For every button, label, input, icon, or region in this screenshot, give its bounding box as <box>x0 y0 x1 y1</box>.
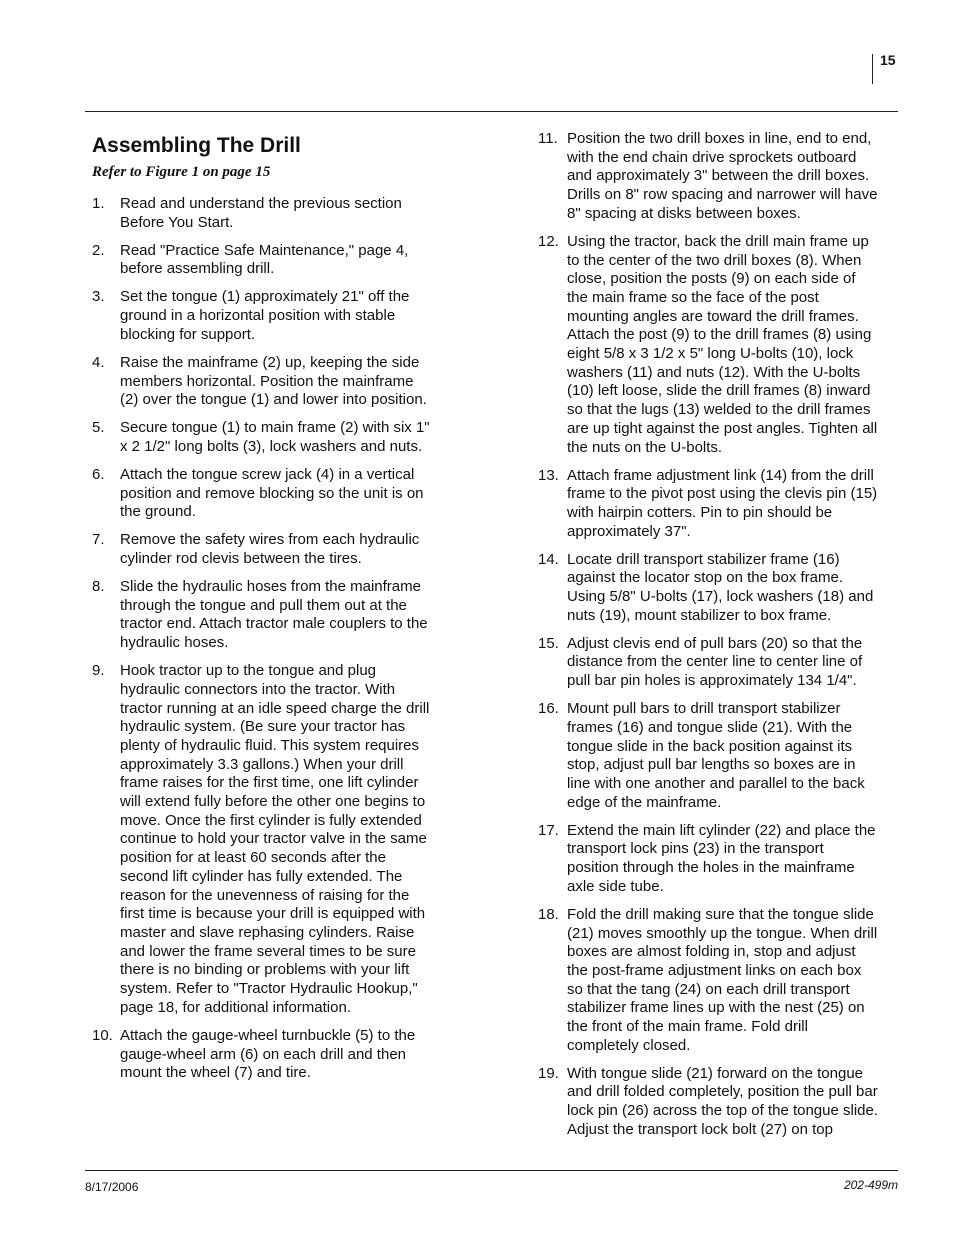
step-text: With tongue slide (21) forward on the tongue and drill folded completely, position the pull bar lock pin (26) across the top of the tongue slide. Adjust the transport lock bolt (27) on top <box>567 1064 879 1138</box>
step-9 <box>92 662 430 1017</box>
step-number: 4. <box>92 353 105 371</box>
step-7 <box>92 531 430 568</box>
footer-doc-number: 202-499m <box>843 1178 898 1192</box>
footer-date: 8/17/2006 <box>85 1180 139 1194</box>
step-text: Raise the mainframe (2) up, keeping the side members horizontal. Position the mainframe (2) over the tongue (1) and lower into position. <box>120 353 427 409</box>
step-number: 18. <box>538 905 559 923</box>
step-text: Using the tractor, back the drill main frame up to the center of the two drill boxes (8). When close, position the posts (9) on each side of the main frame so the face of the post mounting angles are toward the drill frames. Attach the post (9) to the drill frames (8) using eight 5/8 x 3 1/2 x 5" long U-bolts (10), lock washers (11) and nuts (12). With the U-bolts (10) left loose, slide the drill frames (8) inward so that the lugs (13) welded to the drill frames are up tight against the post angles. Tighten all the nuts on the U-bolts. <box>567 232 878 456</box>
step-number: 3. <box>92 288 105 306</box>
figure-reference: Refer to Figure 1 on page 15 <box>92 164 271 180</box>
step-text: Fold the drill making sure that the tongue slide (21) moves smoothly up the tongue. When drill boxes are almost folding in, stop and adjust the post-frame adjustment links on each box so that the tang (24) on each drill transport stabilizer frame lines up with the nest (25) on the front of the main frame. Fold drill completely closed. <box>567 905 878 1054</box>
step-13 <box>538 467 878 542</box>
step-number: 11. <box>538 130 558 147</box>
step-text: Position the two drill boxes in line, end to end, with the end chain drive sprockets outboard and approximately 3" between the drill boxes. Drills on 8" row spacing and narrower will have 8" spacing at disks between boxes. <box>567 130 878 222</box>
step-number: 14. <box>538 550 559 568</box>
step-text: Extend the main lift cylinder (22) and place the transport lock pins (23) in the transport position through the holes in the mainframe axle side tube. <box>567 821 876 895</box>
section-title: Assembling The Drill <box>92 134 301 157</box>
step-10 <box>92 1027 430 1083</box>
step-number: 19. <box>538 1064 559 1082</box>
step-number: 2. <box>92 241 105 259</box>
step-text: Attach the gauge-wheel turnbuckle (5) to the gauge-wheel arm (6) on each drill and then mount the wheel (7) and tire. <box>120 1026 416 1082</box>
step-2 <box>92 242 430 279</box>
step-number: 5. <box>92 419 105 437</box>
step-number: 9. <box>92 662 105 680</box>
step-number: 6. <box>92 465 105 483</box>
page-number-divider <box>872 54 873 84</box>
step-number: 15. <box>538 634 559 652</box>
step-5 <box>92 419 430 456</box>
step-text: Mount pull bars to drill transport stabilizer frames (16) and tongue slide (21). With the tongue slide in the back position against its stop, adjust pull bar lengths so boxes are in line with one another and parallel to the back edge of the mainframe. <box>567 700 865 811</box>
left-column <box>92 130 430 1092</box>
step-14 <box>538 551 878 626</box>
step-17 <box>538 822 878 897</box>
left-steps-list <box>92 195 430 1083</box>
step-number: 13. <box>538 466 559 484</box>
step-16 <box>538 700 878 812</box>
step-text: Hook tractor up to the tongue and plug hydraulic connectors into the tractor. With tractor running at an idle speed charge the drill hydraulic system. (Be sure your tractor has plenty of hydraulic fluid. This system requires approximately 3.3 gallons.) When your drill frame raises for the first time, one lift cylinder will extend fully before the other one begins to move. Once the first cylinder is fully extended continue to hold your tractor valve in the same position for at least 60 seconds after the second lift cylinder has fully extended. The reason for the unevenness of raising for the first time is because your drill is equipped with master and slave rephasing cylinders. Raise and lower the frame several times to be sure there is no binding or problems with your lift system. Refer to "Tractor Hydraulic Hookup," page 18, for additional information. <box>120 662 430 1016</box>
step-text: Set the tongue (1) approximately 21" off the ground in a horizontal position with stable blocking for support. <box>120 288 410 343</box>
step-text: Adjust clevis end of pull bars (20) so that the distance from the center line to center line of pull bar pin holes is approximately 134 1/4". <box>567 634 863 690</box>
step-15 <box>538 635 878 691</box>
footer-rule <box>85 1170 898 1171</box>
step-18 <box>538 906 878 1056</box>
step-number: 16. <box>538 700 559 718</box>
step-4 <box>92 354 430 410</box>
step-number: 17. <box>538 821 559 839</box>
page-number: 15 <box>880 52 896 68</box>
step-number: 7. <box>92 531 105 549</box>
step-12 <box>538 233 878 457</box>
right-steps-list <box>538 130 878 1140</box>
step-1 <box>92 195 430 232</box>
step-text: Secure tongue (1) to main frame (2) with six 1" x 2 1/2" long bolts (3), lock washers and nuts. <box>120 419 430 455</box>
step-11 <box>538 130 878 224</box>
step-text: Slide the hydraulic hoses from the mainframe through the tongue and pull them out at the tractor end. Attach tractor male couplers to the hydraulic hoses. <box>120 578 428 652</box>
step-text: Read "Practice Safe Maintenance," page 4, before assembling drill. <box>120 241 409 278</box>
step-text: Attach the tongue screw jack (4) in a vertical position and remove blocking so the unit is on the ground. <box>120 465 424 521</box>
header-rule <box>85 111 898 112</box>
step-19 <box>538 1065 878 1140</box>
step-text: Read and understand the previous section Before You Start. <box>120 195 402 231</box>
step-number: 1. <box>92 195 105 212</box>
step-8 <box>92 578 430 653</box>
step-number: 8. <box>92 578 105 596</box>
right-column <box>538 130 878 1149</box>
step-number: 10. <box>92 1026 113 1044</box>
step-number: 12. <box>538 232 559 250</box>
step-text: Remove the safety wires from each hydraulic cylinder rod clevis between the tires. <box>120 531 420 568</box>
step-text: Locate drill transport stabilizer frame (16) against the locator stop on the box frame. Using 5/8" U-bolts (17), lock washers (18) and nuts (19), mount stabilizer to box frame. <box>567 550 874 624</box>
step-3 <box>92 288 430 344</box>
step-text: Attach frame adjustment link (14) from the drill frame to the pivot post using the clevis pin (15) with hairpin cotters. Pin to pin should be approximately 37". <box>567 466 878 540</box>
step-6 <box>92 466 430 522</box>
